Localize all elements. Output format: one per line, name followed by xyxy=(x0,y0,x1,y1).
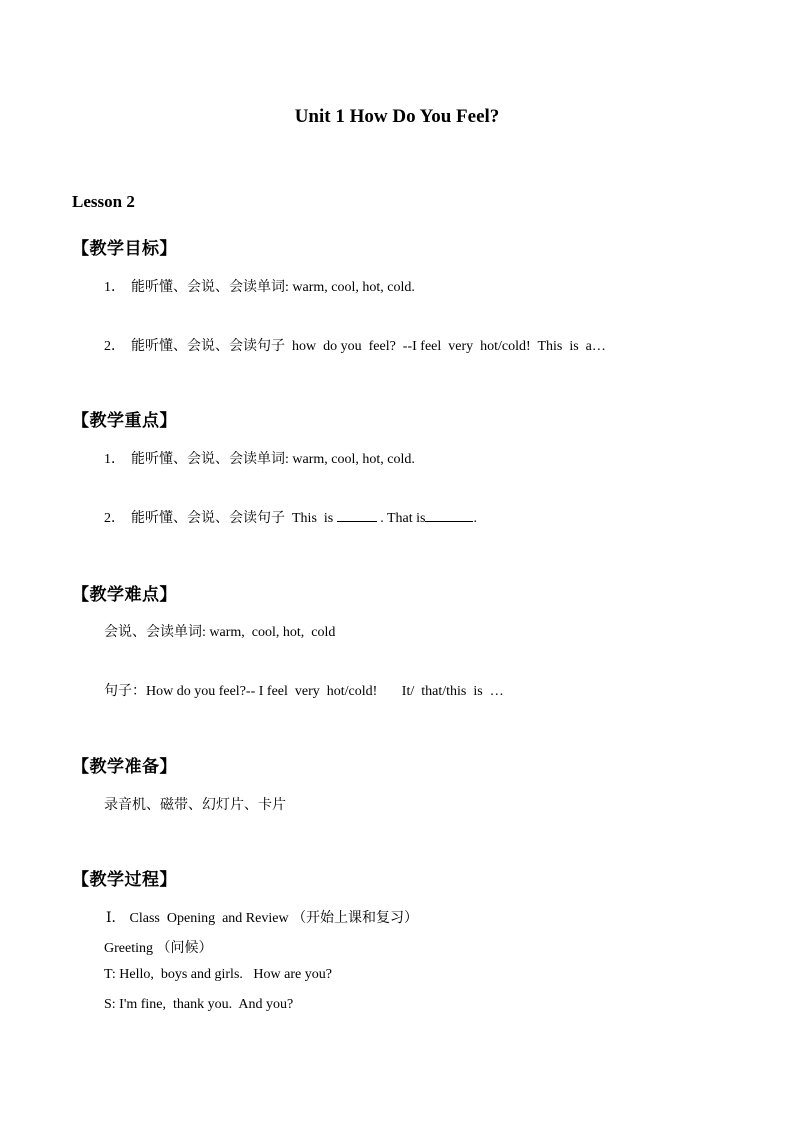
line-cn-text: 句子： xyxy=(104,683,146,699)
step-numeral: Ⅰ． xyxy=(106,911,126,926)
preparation-text: 录音机、磁带、幻灯片、卡片 xyxy=(104,797,286,813)
step-en-text: Greeting xyxy=(104,941,157,956)
item-cn-text: 能听懂、会说、会读单词 xyxy=(131,279,285,295)
line-en-text: How do you feel?-- I feel very hot/cold! It/ that/this is … xyxy=(146,684,504,699)
item-cn-text: 能听懂、会说、会读句子 xyxy=(131,510,285,526)
objective-item-2 xyxy=(104,335,606,355)
fill-blank-2 xyxy=(425,509,473,522)
step-en-text: Class Opening and Review xyxy=(129,911,293,926)
objective-item-1 xyxy=(104,276,415,296)
process-step-2 xyxy=(104,937,212,957)
item-cn-text: 能听懂、会说、会读单词 xyxy=(131,451,285,467)
item-number: 1． xyxy=(104,452,125,467)
dialogue-student-line: S: I'm fine, thank you. And you? xyxy=(104,997,294,1012)
document-title: Unit 1 How Do You Feel? xyxy=(294,106,500,127)
step-cn-text: （问候） xyxy=(156,940,213,956)
item-en-text-a: This is xyxy=(285,511,337,526)
item-number: 2． xyxy=(104,511,125,526)
item-cn-text: 能听懂、会说、会读句子 xyxy=(131,338,285,354)
item-number: 2． xyxy=(104,339,125,354)
line-en-text: : warm, cool, hot, cold xyxy=(202,625,336,640)
item-number: 1． xyxy=(104,280,125,295)
lesson-label: Lesson 2 xyxy=(72,192,135,211)
line-cn-text: 会说、会读单词 xyxy=(104,624,202,640)
item-en-text-b: . That is xyxy=(376,511,426,526)
difficulty-line-1 xyxy=(104,621,335,641)
item-en-text: : warm, cool, hot, cold. xyxy=(285,280,415,295)
difficulties-heading: 【教学难点】 xyxy=(72,585,177,605)
item-en-text: how do you feel? --I feel very hot/cold! This is a… xyxy=(285,339,606,354)
process-heading: 【教学过程】 xyxy=(72,870,177,890)
key-points-heading: 【教学重点】 xyxy=(72,411,177,431)
key-point-item-2 xyxy=(104,507,477,527)
step-cn-text: （开始上课和复习） xyxy=(292,910,419,926)
process-step-1 xyxy=(106,907,418,927)
item-en-text: : warm, cool, hot, cold. xyxy=(285,452,415,467)
objectives-heading: 【教学目标】 xyxy=(72,239,177,259)
fill-blank-1 xyxy=(337,509,377,522)
dialogue-teacher-line: T: Hello, boys and girls. How are you? xyxy=(104,967,332,982)
item-en-text-c: . xyxy=(473,511,477,526)
preparation-heading: 【教学准备】 xyxy=(72,757,177,777)
difficulty-line-2 xyxy=(104,680,504,700)
key-point-item-1 xyxy=(104,448,415,468)
